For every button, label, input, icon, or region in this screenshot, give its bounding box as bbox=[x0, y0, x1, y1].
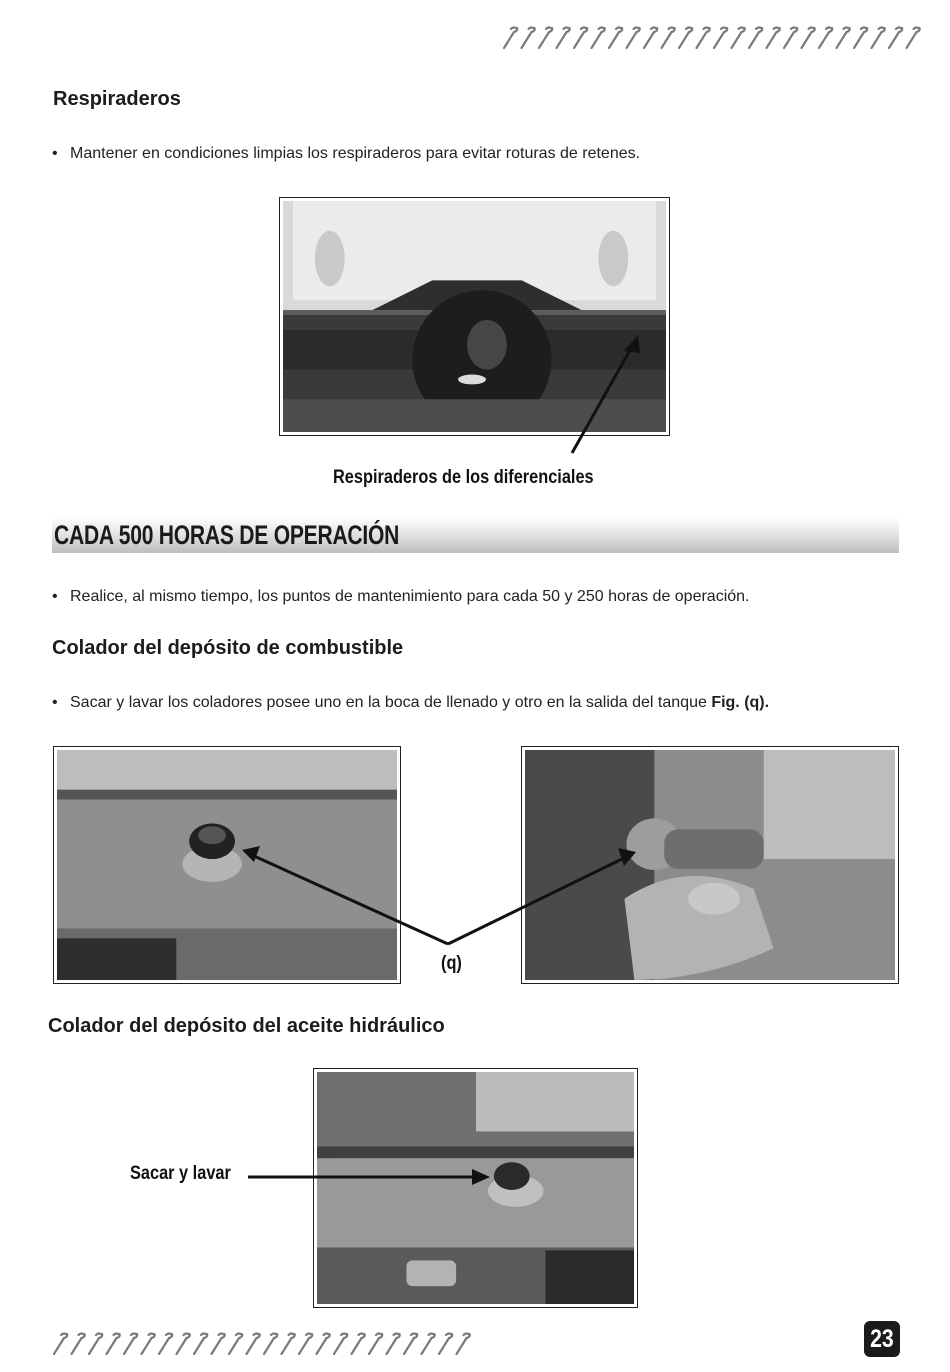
figure-q-arrows bbox=[230, 840, 650, 950]
bottom-wrench-ornament bbox=[48, 1330, 478, 1358]
wash-label: Sacar y lavar bbox=[130, 1163, 231, 1184]
breather-photo-caption: Respiraderos de los diferenciales bbox=[333, 467, 594, 488]
section-bullet-text: Realice, al mismo tiempo, los puntos de mantenimiento para cada 50 y 250 horas de operación. bbox=[70, 588, 750, 605]
section-bullet: • Realice, al mismo tiempo, los puntos de mantenimiento para cada 50 y 250 horas de operación. bbox=[52, 588, 750, 605]
respiraderos-bullet: • Mantener en condiciones limpias los respiraderos para evitar roturas de retenes. bbox=[52, 145, 641, 162]
respiraderos-heading: Respiraderos bbox=[53, 88, 181, 110]
section-banner bbox=[52, 517, 899, 553]
page-number-text: 23 bbox=[870, 1325, 894, 1353]
fuel-strainer-fig-ref: Fig. (q). bbox=[711, 694, 770, 711]
wash-arrow bbox=[246, 1166, 492, 1188]
fuel-strainer-bullet: • Sacar y lavar los coladores posee uno en la boca de llenado y otro en la salida del tanque Fig. (q). bbox=[52, 694, 770, 711]
section-title: CADA 500 HORAS DE OPERACIÓN bbox=[54, 520, 400, 550]
hydraulic-strainer-heading: Colador del depósito del aceite hidráulico bbox=[48, 1015, 445, 1037]
figure-q-label: (q) bbox=[441, 953, 462, 974]
page-number bbox=[864, 1321, 900, 1357]
respiraderos-bullet-text: Mantener en condiciones limpias los respiraderos para evitar roturas de retenes. bbox=[70, 145, 641, 162]
fuel-strainer-bullet-text: Sacar y lavar los coladores posee uno en la boca de llenado y otro en la salida del tanque bbox=[70, 694, 712, 711]
breather-arrow bbox=[560, 325, 660, 465]
top-wrench-ornament bbox=[498, 24, 928, 52]
fuel-strainer-heading: Colador del depósito de combustible bbox=[52, 637, 404, 659]
